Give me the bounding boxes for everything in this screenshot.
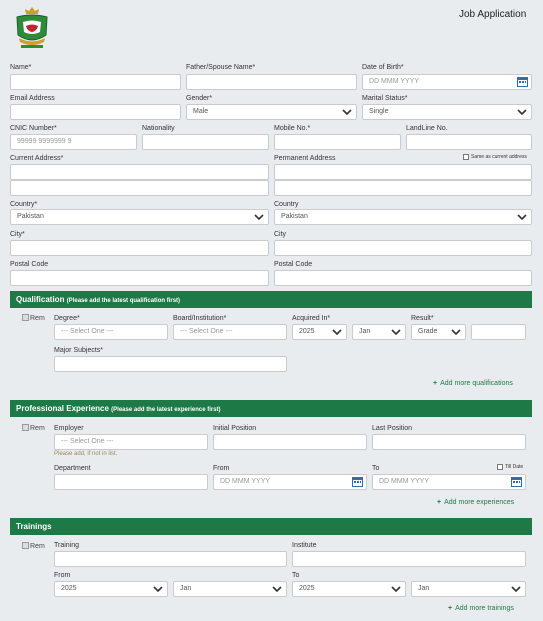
current-country-select[interactable] [10,209,269,225]
result-select[interactable] [411,324,466,340]
current-address-line1[interactable] [10,164,269,180]
gender-value: Male [193,108,209,115]
calendar-icon[interactable] [352,477,363,487]
permanent-postal-input[interactable] [274,270,532,286]
training-input[interactable] [54,551,287,567]
mobile-input[interactable] [274,134,401,150]
chevron-down-icon [451,328,461,336]
broken-image-icon [22,314,29,321]
chevron-down-icon [517,213,527,221]
institute-input[interactable] [292,551,526,567]
current-address-label: Current Address* [10,155,64,162]
trainings-section-header [10,518,532,535]
training-from-month-value: Jan [180,585,192,592]
calendar-icon[interactable] [517,77,528,87]
experience-title: Professional Experience [16,404,109,413]
nationality-label: Nationality [142,125,175,132]
current-city-label: City* [10,231,25,238]
result-value: Grade [418,328,438,335]
current-address-line2[interactable] [10,180,269,196]
major-subjects-input[interactable] [54,356,287,372]
marital-status-select[interactable] [362,104,532,120]
cnic-input[interactable] [10,134,137,150]
training-label: Training [54,542,80,549]
permanent-city-label: City [274,231,287,238]
acquired-in-label: Acquired In* [292,315,331,322]
name-label: Name* [10,64,32,71]
current-country-label: Country* [10,201,38,208]
employer-hint: Please add, if not in list. [54,451,118,457]
permanent-address-line1[interactable] [274,164,532,180]
permanent-postal-label: Postal Code [274,261,313,268]
qualification-subtitle: (Please add the latest qualification first) [66,298,181,304]
initial-position-input[interactable] [213,434,367,450]
landline-label: LandLine No. [406,125,448,132]
training-from-month-select[interactable] [173,581,287,597]
chevron-down-icon [153,585,163,593]
training-to-month-select[interactable] [411,581,526,597]
initial-position-label: Initial Position [213,425,257,432]
training-to-year-select[interactable] [292,581,406,597]
board-value: --- Select One --- [180,328,233,335]
current-city-input[interactable] [10,240,269,256]
experience-to-label: To [372,465,380,472]
qualification-title: Qualification [16,295,65,304]
add-training-label: Add more trainings [455,605,514,612]
permanent-country-label: Country [274,201,299,208]
emblem-icon [11,5,53,51]
experience-to-input[interactable] [372,474,526,490]
result-label: Result* [411,315,434,322]
result-input[interactable] [471,324,526,340]
page-title: Job Application [459,9,527,20]
permanent-country-select[interactable] [274,209,532,225]
remove-qualification-label: Rem [30,315,45,322]
training-to-label: To [292,572,300,579]
employer-label: Employer [54,425,84,432]
current-postal-input[interactable] [10,270,269,286]
add-training-button[interactable] [448,605,514,612]
acquired-year-value: 2025 [299,328,315,335]
qualification-section-header [10,291,532,308]
training-from-year-value: 2025 [61,585,77,592]
gender-select[interactable] [186,104,357,120]
nationality-input[interactable] [142,134,269,150]
remove-training-label: Rem [30,543,45,550]
chevron-down-icon [391,585,401,593]
add-experience-label: Add more experiences [444,499,515,506]
add-qualification-button[interactable] [433,380,513,387]
chevron-down-icon [391,328,401,336]
chevron-down-icon [332,328,342,336]
degree-select[interactable] [54,324,168,340]
mobile-label: Mobile No.* [274,125,311,132]
trainings-title: Trainings [16,522,52,531]
dob-input[interactable] [362,74,532,90]
experience-from-input[interactable] [213,474,367,490]
broken-image-icon [22,542,29,549]
till-date-checkbox[interactable] [497,464,503,470]
dob-placeholder: DD MMM YYYY [369,78,420,85]
training-to-year-value: 2025 [299,585,315,592]
chevron-down-icon [272,585,282,593]
email-label: Email Address [10,95,55,102]
board-select[interactable] [173,324,287,340]
father-name-label: Father/Spouse Name* [186,64,256,71]
board-label: Board/Institution* [173,315,227,322]
employer-select[interactable] [54,434,208,450]
acquired-month-value: Jan [359,328,371,335]
same-as-current-checkbox[interactable] [463,154,469,160]
experience-from-label: From [213,465,230,472]
plus-icon: + [433,380,438,387]
cnic-label: CNIC Number* [10,125,57,132]
broken-image-icon [22,424,29,431]
remove-qualification-button[interactable] [22,314,45,322]
training-from-year-select[interactable] [54,581,168,597]
acquired-month-select[interactable] [352,324,406,340]
till-date-label: Till Date [505,464,524,470]
employer-value: --- Select One --- [61,438,114,445]
logo [11,5,53,51]
plus-icon: + [448,605,453,612]
chevron-down-icon [254,213,264,221]
plus-icon: + [437,499,442,506]
permanent-country-value: Pakistan [281,213,308,220]
current-country-value: Pakistan [17,213,44,220]
current-postal-label: Postal Code [10,261,49,268]
marital-status-label: Marital Status* [362,95,408,102]
chevron-down-icon [342,108,352,116]
remove-experience-label: Rem [30,425,45,432]
chevron-down-icon [511,585,521,593]
last-position-input[interactable] [372,434,526,450]
training-from-label: From [54,572,71,579]
major-subjects-label: Major Subjects* [54,347,104,354]
degree-label: Degree* [54,315,80,322]
department-input[interactable] [54,474,208,490]
experience-to-placeholder: DD MMM YYYY [379,478,430,485]
department-label: Department [54,465,91,472]
training-to-month-value: Jan [418,585,430,592]
remove-training-button[interactable] [22,542,45,550]
permanent-address-line2[interactable] [274,180,532,196]
degree-value: --- Select One --- [61,328,114,335]
marital-status-value: Single [369,108,389,115]
gender-label: Gender* [186,95,213,102]
cnic-placeholder: 99999 9999999 9 [17,138,72,145]
experience-subtitle: (Please add the latest experience first) [111,407,221,413]
email-input[interactable] [10,104,181,120]
father-name-input[interactable] [186,74,357,90]
chevron-down-icon [517,108,527,116]
acquired-year-select[interactable] [292,324,347,340]
experience-from-placeholder: DD MMM YYYY [220,478,271,485]
permanent-city-input[interactable] [274,240,532,256]
institute-label: Institute [292,542,317,549]
dob-label: Date of Birth* [362,64,404,71]
calendar-icon[interactable] [511,477,522,487]
last-position-label: Last Position [372,425,413,432]
remove-experience-button[interactable] [22,424,45,432]
add-experience-button[interactable] [437,499,514,506]
add-qualification-label: Add more qualifications [440,380,513,387]
landline-input[interactable] [406,134,532,150]
permanent-address-label: Permanent Address [274,155,336,162]
same-as-current-label: Same as current address [471,154,527,160]
experience-section-header [10,400,532,417]
name-input[interactable] [10,74,181,90]
